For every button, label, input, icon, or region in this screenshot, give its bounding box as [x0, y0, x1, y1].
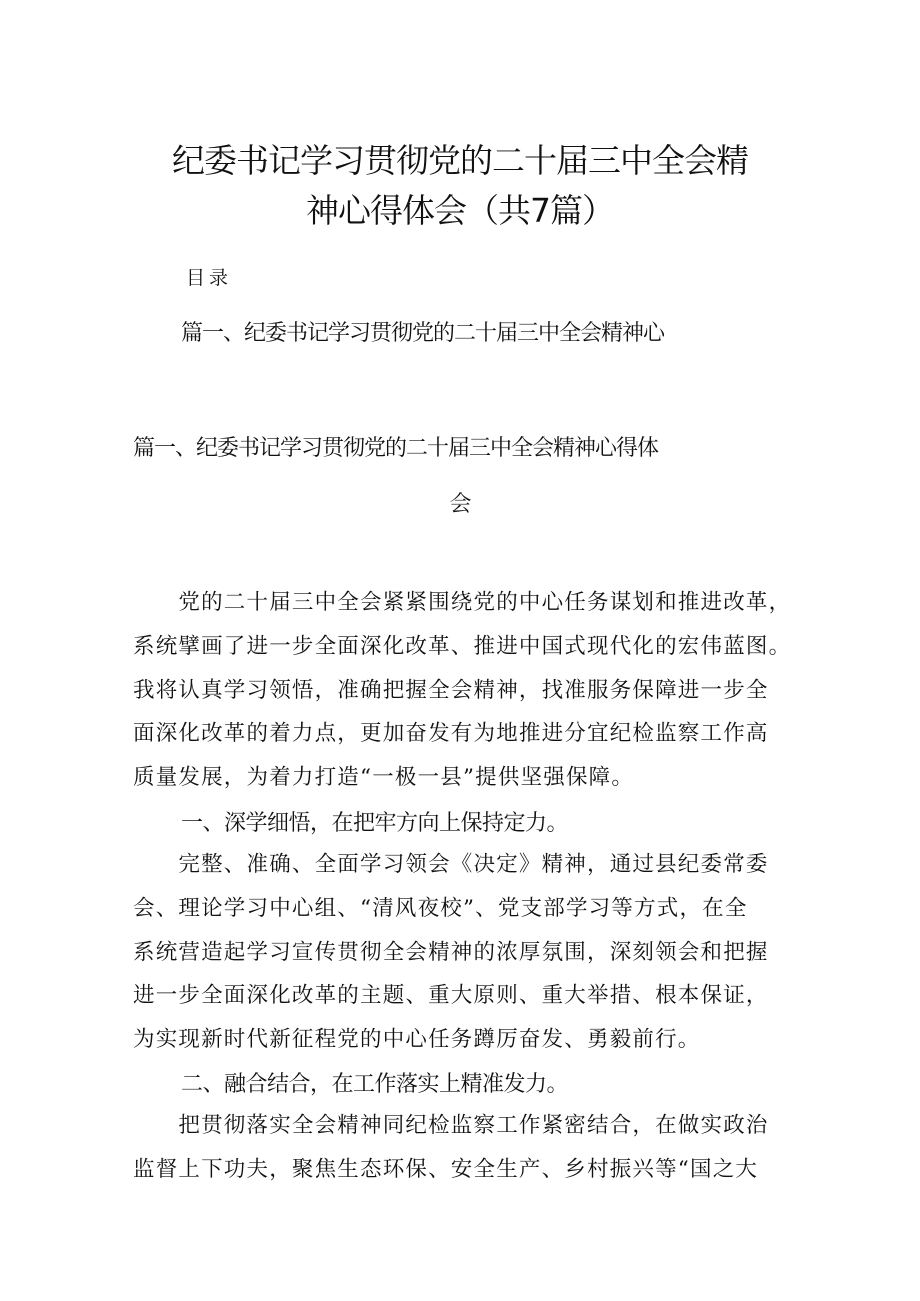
paragraph-2-line-4: 进一步全面深化改革的主题、重大原则、重大举措、根本保证， — [133, 983, 769, 1009]
section-title-line-2: 会 — [449, 492, 471, 517]
subheading-2: 二、融合结合，在工作落实上精准发力。 — [181, 1072, 569, 1097]
paragraph-1-line-1: 党的二十届三中全会紧紧围绕党的中心任务谋划和推进改革， — [133, 590, 792, 615]
paragraph-2-line-1: 完整、准确、全面学习领会《决定》精神，通过县纪委常委 — [133, 852, 769, 877]
paragraph-1-line-4: 面深化改革的着力点，更加奋发有为地推进分宜纪检监察工作高 — [133, 721, 769, 747]
paragraph-1 — [133, 581, 793, 800]
paragraph-3-line-2: 监督上下功夫，聚焦生态环保、安全生产、乡村振兴等“国之大 — [133, 1156, 759, 1182]
paragraph-2 — [133, 843, 793, 1062]
toc-heading: 目录 — [186, 267, 233, 289]
document-title-line-2: 神心得体会（共7篇） — [306, 191, 614, 230]
paragraph-2-line-2: 会、理论学习中心组、“清风夜校”、党支部学习等方式，在全 — [133, 895, 748, 921]
paragraph-1-line-5: 质量发展，为着力打造“一极一县”提供坚强保障。 — [133, 765, 635, 791]
paragraph-3-line-1: 把贯彻落实全会精神同纪检监察工作紧密结合，在做实政治 — [133, 1113, 769, 1138]
paragraph-1-line-3: 我将认真学习领悟，准确把握全会精神，找准服务保障进一步全 — [133, 677, 769, 703]
subheading-1: 一、深学细悟，在把牢方向上保持定力。 — [181, 811, 569, 836]
paragraph-3 — [133, 1104, 793, 1192]
document-title — [120, 136, 800, 236]
paragraph-2-line-3: 系统营造起学习宣传贯彻全会精神的浓厚氛围，深刻领会和把握 — [133, 939, 769, 965]
section-title — [133, 431, 787, 523]
section-title-line-1: 篇一、纪委书记学习贯彻党的二十届三中全会精神心得体 — [133, 436, 659, 461]
paragraph-1-line-2: 系统擘画了进一步全面深化改革、推进中国式现代化的宏伟蓝图。 — [133, 633, 792, 659]
document-title-line-1: 纪委书记学习贯彻党的二十届三中全会精 — [172, 141, 748, 180]
toc-item-1[interactable]: 篇一、纪委书记学习贯彻党的二十届三中全会精神心 — [181, 321, 665, 346]
paragraph-2-line-5: 为实现新时代新征程党的中心任务蹲厉奋发、勇毅前行。 — [133, 1027, 701, 1053]
